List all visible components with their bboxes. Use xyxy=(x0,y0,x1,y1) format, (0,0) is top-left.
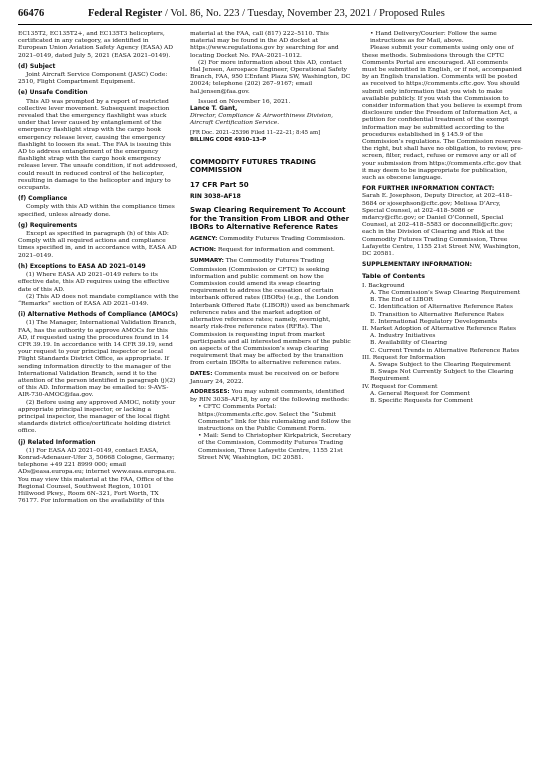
contact-label: FOR FURTHER INFORMATION CONTACT: xyxy=(362,185,495,193)
paragraph: Except as specified in paragraph (h) of this AD: Comply with all required actions and compliance times specified in, and in accordance with, EASA AD 2021–0149. xyxy=(18,230,177,259)
toc-item: I. Background xyxy=(362,281,405,289)
action-text: Request for information and comment. xyxy=(216,246,335,254)
list-item: • Hand Delivery/Courier: Follow the same instructions as for Mail, above. xyxy=(370,30,497,45)
column-2 xyxy=(190,30,351,461)
paragraph: material at the FAA, call (817) 222–5110. This material may be found in the AD docket at https://www.regulations.gov by searching for and locating Docket No. FAA–2021–1012. xyxy=(190,30,339,59)
billing-code: BILLING CODE 4910–13–P xyxy=(190,136,267,143)
summary-label: SUMMARY: xyxy=(190,258,224,265)
cfr-part: 17 CFR Part 50 xyxy=(190,181,249,190)
document-title: Swap Clearing Requirement To Account for the Transition From LIBOR and Other IBORs to Alternative Reference Rates xyxy=(190,206,350,231)
page-number: 66476 xyxy=(18,8,45,19)
addresses-label: ADDRESSES: xyxy=(190,388,230,395)
supplementary-label: SUPPLEMENTARY INFORMATION: xyxy=(362,261,473,269)
summary-text: The Commodity Futures Trading Commission (Commission or CFTC) is seeking information and public comment on how the Commission could amend its swap clearing requirement to address the cessation of certain interbank offered rates (IBORs) (e.g., the London Interbank Offered Rate (LIBOR)) used as benchmark reference rates and the market adoption of alternative reference rates; namely, overnight, nearly risk-free reference rates (RFRs). The Commission is requesting input from market participants and all interested members of the public on aspects of the Commission’s swap clearing requirement that may be affected by the transition from certain IBORs to alternative reference rates. xyxy=(190,257,351,367)
paragraph: (2) For more information about this AD, contact Hal Jensen, Aerospace Engineer, Operational Safety Branch, FAA, 950 L’Enfant Plaza SW, Washington, DC 20024; telephone (202) 267–9167; email hal.jensen@faa.gov. xyxy=(190,58,351,95)
toc-item: A. General Request for Comment xyxy=(370,389,470,397)
column-1 xyxy=(18,30,179,504)
toc-item: B. Swaps Not Currently Subject to the Clearing Requirement xyxy=(370,368,514,383)
header-rule xyxy=(18,24,532,25)
paragraph: (2) This AD does not mandate compliance with the “Remarks” section of EASA AD 2021–0149. xyxy=(18,292,179,307)
toc-item: B. The End of LIBOR xyxy=(370,296,433,304)
issued-date: Issued on November 16, 2021. xyxy=(198,97,291,105)
toc-title: Table of Contents xyxy=(362,271,425,280)
toc-item: III. Request for Information xyxy=(362,353,446,361)
addresses xyxy=(190,388,351,403)
header-title xyxy=(88,8,445,19)
toc-item: II. Market Adoption of Alternative Reference Rates xyxy=(362,324,517,332)
paragraph: Comply with this AD within the compliance times specified, unless already done. xyxy=(18,203,175,218)
toc-item: E. International Regulatory Developments xyxy=(370,317,498,325)
list-item: • CFTC Comments Portal: https://comments.cftc.gov. Select the “Submit Comments” link for this rulemaking and follow the instructions on the Public Comment Form. xyxy=(198,403,351,432)
toc-item: C. Identification of Alternative Reference Rates xyxy=(370,303,513,311)
toc-item: B. Specific Requests for Comment xyxy=(370,396,474,404)
section-heading: (g) Requirements xyxy=(18,221,78,229)
signer-name: Lance T. Gant, xyxy=(190,105,238,113)
toc-item: B. Availability of Clearing xyxy=(370,339,448,347)
toc-item: A. Industry Initiatives xyxy=(370,332,436,340)
agency-line xyxy=(190,235,351,243)
toc-item: D. Transition to Alternative Reference Rates xyxy=(370,310,504,318)
table-of-contents xyxy=(362,282,523,404)
list-item: • Mail: Send to Christopher Kirkpatrick, Secretary of the Commission, Commodity Futures Trading Commission, Three Lafayette Centre, 1155 21st Street NW, Washington, DC 20581. xyxy=(198,432,351,461)
toc-item: A. Swaps Subject to the Clearing Requirement xyxy=(370,360,511,368)
fr-doc-line: [FR Doc. 2021–25396 Filed 11–22–21; 8:45 am] xyxy=(190,129,321,136)
action-line xyxy=(190,246,351,254)
action-label: ACTION: xyxy=(190,247,217,254)
toc-item: A. The Commission’s Swap Clearing Requirement xyxy=(370,288,521,296)
contact-text: Sarah E. Josephson, Deputy Director, at 202–418–5684 or sjosephson@cftc.gov; Melissa D’Arcy, Special Counsel, at 202–418–5086 or mdarcy@cftc.gov; or Daniel O’Connell, Special Counsel, at 202–418–5583 or doconnell@cftc.gov; each in the Division of Clearing and Risk at the Commodity Futures Trading Commission, Three Lafayette Centre, 1155 21st Street NW, Washington, DC 20581. xyxy=(362,192,521,258)
section-heading: (d) Subject xyxy=(18,62,56,70)
section-heading: (h) Exceptions to EASA AD 2021–0149 xyxy=(18,262,146,270)
section-heading: (i) Alternative Methods of Compliance (AMOCs) xyxy=(18,311,179,319)
paragraph: (2) Before using any approved AMOC, notify your appropriate principal inspector, or lacking a principal inspector, the manager of the local flight standards district office/certificate holding district office. xyxy=(18,398,176,435)
paragraph: (1) Where EASA AD 2021–0149 refers to its effective date, this AD requires using the effective date of this AD. xyxy=(18,271,170,293)
section-heading: (f) Compliance xyxy=(18,195,68,203)
section-heading: (j) Related Information xyxy=(18,438,96,446)
paragraph: (1) The Manager, International Validation Branch, FAA, has the authority to approve AMOCs for this AD, if requested using the procedures found in 14 CFR 39.19. In accordance with 14 CFR 39.19, send your request to your principal inspector or local Flight Standards District Office, as appropriate. If sending information directly to the manager of the International Validation Branch, send it to the attention of the person identified in paragraph (j)(2) of this AD. Information may be emailed to: 9-AVS-AIR-730-AMOC@faa.gov. xyxy=(18,319,177,399)
toc-item: C. Current Trends in Alternative Reference Rates xyxy=(370,346,520,354)
column-3 xyxy=(362,30,523,404)
header-meta: / Vol. 86, No. 223 / Tuesday, November 23, 2021 / Proposed Rules xyxy=(162,8,445,19)
paragraph: This AD was prompted by a report of restricted collective lever movement. Subsequent inspection revealed that the emergency flashlight was stuck under that lever caused by entanglement of the emergency flashlight strap with the cargo hook emergency release lever, causing the emergency flashlight to loosen its seat. The FAA is issuing this AD to address entanglement of the emergency flashlight strap with the cargo hook emergency release lever. The unsafe condition, if not addressed, could result in reduced control of the helicopter, resulting in damage to the helicopter and injury to occupants. xyxy=(18,97,178,192)
agency-label: AGENCY: xyxy=(190,236,218,243)
agency-name: COMMODITY FUTURES TRADING COMMISSION xyxy=(190,158,316,175)
dates-label: DATES: xyxy=(190,370,213,377)
publication-name: Federal Register xyxy=(88,8,163,19)
paragraph: EC135T2, EC135T2+, and EC135T3 helicopters, certificated in any category, as identified in European Union Aviation Safety Agency (EASA) AD 2021–0149, dated July 5, 2021 (EASA 2021–0149). xyxy=(18,30,174,59)
page-header xyxy=(18,8,532,24)
paragraph: Joint Aircraft Service Component (JASC) Code: 2510, Flight Compartment Equipment. xyxy=(18,71,168,86)
paragraph: (1) For EASA AD 2021–0149, contact EASA, Konrad-Adenauer-Ufer 3, 50668 Cologne, Germany; telephone +49 221 8999 000; email ADs@easa.europa.eu; internet www.easa.europa.eu. You may view this material at the FAA, Office of the Regional Counsel, Southwest Region, 10101 Hillwood Pkwy., Room 6N–321, Fort Worth, TX 76177. For information on the availability of this xyxy=(18,446,176,505)
agency-text: Commodity Futures Trading Commission. xyxy=(217,235,346,243)
summary xyxy=(190,257,351,366)
section-heading: (e) Unsafe Condition xyxy=(18,89,88,97)
rin-number: RIN 3038–AF18 xyxy=(190,193,241,201)
toc-item: IV. Request for Comment xyxy=(362,382,438,390)
dates xyxy=(190,370,351,385)
dates-text: Comments must be received on or before January 24, 2022. xyxy=(190,369,340,385)
paragraph: Please submit your comments using only one of these methods. Submissions through the CFTC Comments Portal are encouraged. All comments must be submitted in English, or if not, accompanied by an English translation. Comments will be posted as received to https://comments.cftc.gov. You should submit only information that you wish to make available publicly. If you wish the Commission to consider information that you believe is exempt from disclosure under the Freedom of Information Act, a petition for confidential treatment of the exempt information may be submitted according to the procedures established in § 145.9 of the Commission’s regulations. The Commission reserves the right, but shall have no obligation, to review, pre-screen, filter, redact, refuse or remove any or all of your submission from https://comments.cftc.gov that it may deem to be inappropriate for publication, such as obscene language. xyxy=(362,44,523,182)
signer-title: Director, Compliance & Airworthiness Division, Aircraft Certification Service. xyxy=(190,112,333,127)
addresses-text: You may submit comments, identified by RIN 3038–AF18, by any of the following methods: xyxy=(190,387,350,404)
